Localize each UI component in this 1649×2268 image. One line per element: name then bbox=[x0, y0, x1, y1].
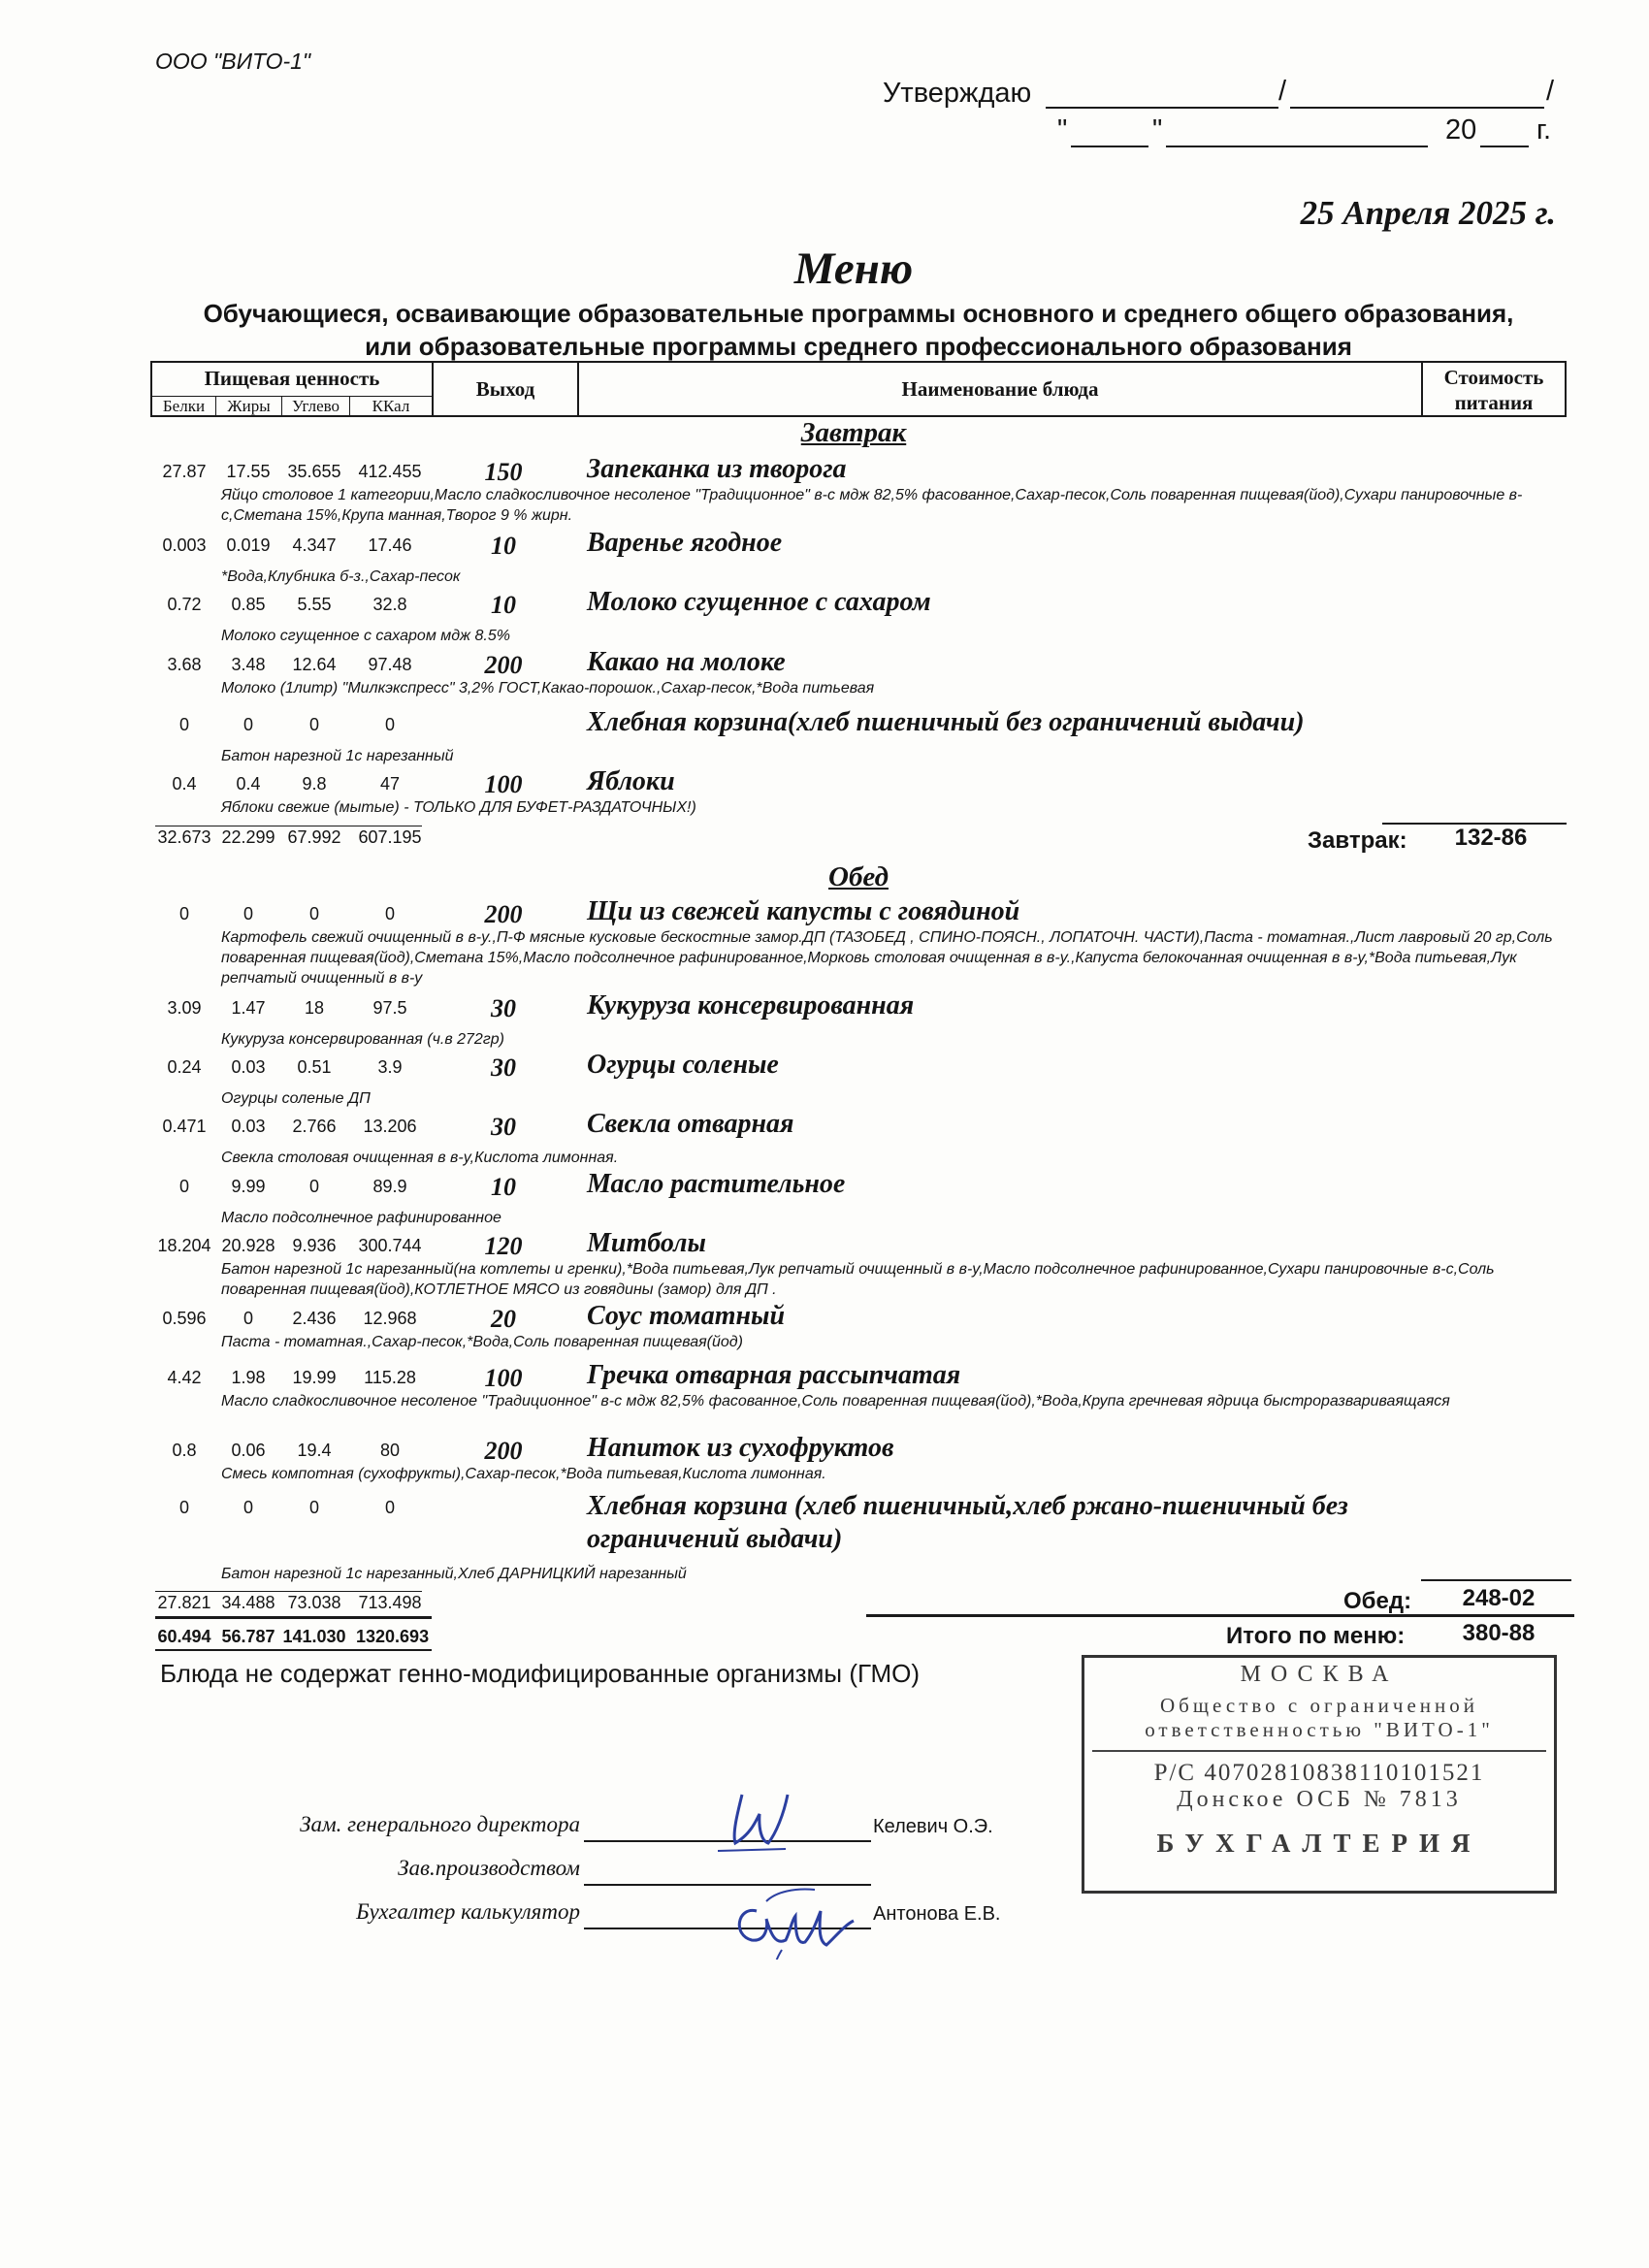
col-protein: Белки bbox=[152, 396, 216, 417]
nutrition-c: 0 bbox=[308, 715, 319, 734]
nutrition-b: 0.471 bbox=[162, 1117, 207, 1136]
dish-ingredients: Яблоки свежие (мытые) - ТОЛЬКО ДЛЯ БУФЕТ-РАЗДАТОЧНЫХ!) bbox=[221, 799, 696, 816]
dish-ingredients: Молоко (1литр) "Милкэкспресс" 3,2% ГОСТ,Какао-порошок.,Сахар-песок,*Вода питьевая bbox=[221, 680, 875, 697]
nutrition-k: 412.455 bbox=[358, 462, 422, 481]
nutrition-c: 5.55 bbox=[297, 595, 332, 614]
nutrition-f: 0 bbox=[242, 1498, 253, 1517]
nutrition-b: 4.42 bbox=[167, 1368, 202, 1387]
dish-yield: 100 bbox=[484, 770, 523, 798]
dish-name: Хлебная корзина (хлеб пшеничный,хлеб ржано-пшеничный без ограничений выдачи) bbox=[587, 1491, 1348, 1554]
dish-name: Кукуруза консервированная bbox=[587, 990, 915, 1021]
nutrition-k: 13.206 bbox=[363, 1117, 417, 1136]
stamp-department: БУХГАЛТЕРИЯ bbox=[1156, 1829, 1482, 1858]
nutrition-f: 0 bbox=[242, 715, 253, 734]
dish-name: Митболы bbox=[587, 1228, 706, 1258]
dish-ingredients: Картофель свежий очищенный в в-у.,П-Ф мясные кусковые бескостные замор.ДП (ТАЗОБЕД , СПИНО-ПОЯСН., ЛОПАТОЧН. ЧАСТИ),Паста - томатная.,Лист лавровый 20 гр,Соль поваренная пищевая(йод),Сметана 15%,Масло подсолнечное рафинированное,Морковь столовая очищенная в в-у.,Капуста белокочанная очищенная в в-у,*Вода питьевая,Лук репчатый очищенный в в-у bbox=[221, 929, 1553, 987]
nutrition-b: 0.8 bbox=[172, 1441, 197, 1460]
lunch-sum-label: Обед: bbox=[1343, 1588, 1412, 1614]
nutrition-k: 32.8 bbox=[372, 595, 407, 614]
nutrition-c: 19.99 bbox=[292, 1368, 337, 1387]
dish-ingredients: *Вода,Клубника б-з.,Сахар-песок bbox=[221, 568, 461, 585]
nutrition-c: 0 bbox=[308, 904, 319, 923]
dish-name: Соус томатный bbox=[587, 1301, 786, 1331]
nutrition-c: 0.51 bbox=[297, 1057, 332, 1077]
nutrition-c: 9.8 bbox=[302, 774, 327, 794]
nutrition-c: 2.436 bbox=[292, 1309, 337, 1328]
handwritten-signatures bbox=[698, 1766, 873, 1960]
dish-name: Яблоки bbox=[587, 766, 675, 796]
dish-name: Молоко сгущенное с сахаром bbox=[587, 587, 931, 617]
lunch-section-title: Обед bbox=[828, 861, 889, 892]
table-header bbox=[150, 361, 1567, 417]
signature-role-2: Зав.производством bbox=[398, 1856, 580, 1880]
slash-2: / bbox=[1546, 76, 1555, 107]
grand-total-value: 380-88 bbox=[1462, 1620, 1536, 1646]
nutrition-c: 12.64 bbox=[292, 655, 337, 674]
dish-name: Запеканка из творога bbox=[587, 454, 847, 484]
dish-yield: 30 bbox=[491, 1113, 516, 1141]
nutrition-c: 0 bbox=[308, 1498, 319, 1517]
nutrition-b: 0.24 bbox=[167, 1057, 202, 1077]
dish-name: Напиток из сухофруктов bbox=[587, 1433, 894, 1463]
nutrition-c: 18 bbox=[304, 998, 325, 1018]
nutrition-b: 27.87 bbox=[162, 462, 207, 481]
dish-yield: 120 bbox=[484, 1232, 523, 1260]
lunch-sum-value: 248-02 bbox=[1462, 1585, 1536, 1611]
slash-1: / bbox=[1278, 76, 1287, 107]
nutrition-f: 3.48 bbox=[231, 655, 266, 674]
grand-total-label: Итого по меню: bbox=[1226, 1623, 1406, 1649]
nutrition-f: 0.4 bbox=[236, 774, 261, 794]
dish-name: Огурцы соленые bbox=[587, 1050, 779, 1080]
nutrition-k: 115.28 bbox=[364, 1368, 416, 1387]
organization-name: ООО "ВИТО-1" bbox=[155, 49, 311, 74]
dish-yield: 10 bbox=[491, 591, 516, 619]
nutrition-c: 2.766 bbox=[292, 1117, 337, 1136]
stamp-line2: ответственностью "ВИТО-1" bbox=[1145, 1718, 1494, 1741]
nutrition-b: 0 bbox=[178, 715, 189, 734]
dish-ingredients: Батон нарезной 1с нарезанный(на котлеты и гренки),*Вода питьевая,Лук репчатый очищенный в в-у,Масло подсолнечное рафинированное,Сухари панировочные в-с,Соль поваренная пищевая(йод),КОТЛЕТНОЕ МЯСО из говядины (замор) для ДП . bbox=[221, 1261, 1495, 1298]
name-line bbox=[1290, 107, 1544, 109]
dish-name: Хлебная корзина(хлеб пшеничный без ограничений выдачи) bbox=[587, 707, 1305, 737]
nutrition-k: 12.968 bbox=[363, 1309, 417, 1328]
nutrition-b: 0 bbox=[178, 1177, 189, 1196]
stamp-account: Р/С 40702810838110101521 bbox=[1153, 1760, 1485, 1786]
yield-header: Выход bbox=[434, 363, 579, 415]
nutrition-b: 18.204 bbox=[157, 1236, 211, 1255]
nutrition-b: 3.09 bbox=[167, 998, 202, 1018]
nutrition-c: 0 bbox=[308, 1177, 319, 1196]
nutrition-b: 0 bbox=[178, 1498, 189, 1517]
nutrition-k: 0 bbox=[384, 1498, 395, 1517]
dish-ingredients: Паста - томатная.,Сахар-песок,*Вода,Соль поваренная пищевая(йод) bbox=[221, 1334, 743, 1350]
dish-name: Щи из свежей капусты с говядиной bbox=[587, 896, 1020, 926]
document-title: Меню bbox=[793, 243, 914, 294]
nutrition-k: 97.5 bbox=[372, 998, 407, 1018]
nutrition-header: Пищевая ценность Белки Жиры Углево ККал bbox=[152, 363, 434, 415]
accounting-stamp bbox=[1082, 1655, 1557, 1894]
nutrition-f: 9.99 bbox=[231, 1177, 266, 1196]
nutrition-f: 0 bbox=[242, 904, 253, 923]
dish-ingredients: Масло подсолнечное рафинированное bbox=[221, 1210, 501, 1226]
signature-name-1: Келевич О.Э. bbox=[873, 1816, 993, 1837]
nutrition-b: 0.72 bbox=[167, 595, 202, 614]
dish-yield: 20 bbox=[491, 1305, 516, 1333]
nutrition-c: 35.655 bbox=[287, 462, 341, 481]
signature-name-3: Антонова Е.В. bbox=[873, 1903, 1001, 1925]
dish-ingredients: Огурцы соленые ДП bbox=[221, 1090, 371, 1107]
nutrition-k: 47 bbox=[379, 774, 401, 794]
dish-yield: 30 bbox=[491, 1053, 516, 1082]
nutrition-k: 80 bbox=[379, 1441, 401, 1460]
dish-ingredients: Смесь компотная (сухофрукты),Сахар-песок,*Вода питьевая,Кислота лимонная. bbox=[221, 1466, 826, 1482]
dish-header: Наименование блюда bbox=[579, 363, 1423, 415]
dish-yield: 100 bbox=[484, 1364, 523, 1392]
nutrition-k: 0 bbox=[384, 904, 395, 923]
nutrition-k: 17.46 bbox=[368, 535, 412, 555]
nutrition-f: 0.019 bbox=[226, 535, 271, 555]
nutrition-k: 89.9 bbox=[372, 1177, 407, 1196]
nutrition-f: 0.03 bbox=[231, 1057, 266, 1077]
dish-name: Масло растительное bbox=[587, 1169, 846, 1199]
nutrition-c: 4.347 bbox=[292, 535, 337, 555]
dish-ingredients: Батон нарезной 1с нарезанный bbox=[221, 748, 454, 764]
nutrition-k: 97.48 bbox=[368, 655, 412, 674]
breakfast-section-title: Завтрак bbox=[800, 417, 907, 448]
document-date: 25 Апреля 2025 г. bbox=[1300, 194, 1556, 232]
signature-line bbox=[1046, 107, 1278, 109]
signature-role-3: Бухгалтер калькулятор bbox=[356, 1899, 580, 1924]
nutrition-f: 0.03 bbox=[231, 1117, 266, 1136]
approval-label: Утверждаю bbox=[883, 78, 1032, 109]
nutrition-k: 300.744 bbox=[358, 1236, 422, 1255]
dish-ingredients: Масло сладкосливочное несоленое "Традиционное" в-с мдж 82,5% фасованное,Соль поваренная пищевая(йод),*Вода,Крупа гречневая ядрица быстроразвариваящаяся bbox=[221, 1393, 1450, 1409]
document-subtitle: Обучающиеся, осваивающие образовательные программы основного и среднего общего образования, или образовательные программы среднего профессионального образования bbox=[203, 299, 1514, 361]
stamp-bank: Донское ОСБ № 7813 bbox=[1177, 1787, 1462, 1812]
nutrition-b: 3.68 bbox=[167, 655, 202, 674]
dish-yield: 200 bbox=[484, 651, 523, 679]
nutrition-k: 0 bbox=[384, 715, 395, 734]
stamp-city: МОСКВА bbox=[1240, 1662, 1399, 1687]
nutrition-k: 3.9 bbox=[377, 1057, 403, 1077]
nutrition-f: 0.06 bbox=[231, 1441, 266, 1460]
col-fat: Жиры bbox=[216, 396, 282, 417]
nutrition-b: 0.4 bbox=[172, 774, 197, 794]
dish-name: Какао на молоке bbox=[587, 647, 786, 677]
breakfast-sum-label: Завтрак: bbox=[1308, 827, 1407, 854]
nutrition-f: 0.85 bbox=[231, 595, 266, 614]
dish-yield: 10 bbox=[491, 532, 516, 560]
stamp-line1: Общество с ограниченной bbox=[1160, 1694, 1478, 1717]
signature-role-1: Зам. генерального директора bbox=[300, 1812, 580, 1836]
dish-ingredients: Батон нарезной 1с нарезанный,Хлеб ДАРНИЦКИЙ нарезанный bbox=[221, 1566, 687, 1582]
dish-yield: 30 bbox=[491, 994, 516, 1022]
nutrition-b: 0.596 bbox=[162, 1309, 207, 1328]
nutrition-b: 0.003 bbox=[162, 535, 207, 555]
gmo-note: Блюда не содержат генно-модифицированные организмы (ГМО) bbox=[160, 1659, 920, 1688]
nutrition-f: 0 bbox=[242, 1309, 253, 1328]
dish-ingredients: Кукуруза консервированная (ч.в 272гр) bbox=[221, 1031, 504, 1048]
nutrition-f: 17.55 bbox=[226, 462, 271, 481]
dish-ingredients: Яйцо столовое 1 категории,Масло сладкосливочное несоленое "Традиционное" в-с мдж 82,5% фасованное,Сахар-песок,Соль поваренная пищевая(йод),Сухари панировочные в-с,Сметана 15%,Крупа манная,Творог 9 % жирн. bbox=[221, 487, 1523, 524]
dish-yield: 200 bbox=[484, 1437, 523, 1465]
dish-name: Свекла отварная bbox=[587, 1109, 794, 1139]
breakfast-sum-value: 132-86 bbox=[1454, 825, 1528, 851]
nutrition-f: 20.928 bbox=[221, 1236, 275, 1255]
dish-ingredients: Молоко сгущенное с сахаром мдж 8.5% bbox=[221, 628, 510, 644]
cost-header: Стоимость питания bbox=[1443, 366, 1544, 414]
nutrition-b: 0 bbox=[178, 904, 189, 923]
nutrition-c: 19.4 bbox=[297, 1441, 332, 1460]
col-kcal: ККал bbox=[350, 396, 432, 417]
nutrition-f: 1.47 bbox=[231, 998, 266, 1018]
dish-yield: 10 bbox=[491, 1173, 516, 1201]
dish-yield: 150 bbox=[484, 458, 523, 486]
nutrition-c: 9.936 bbox=[292, 1236, 337, 1255]
col-carbs: Углево bbox=[282, 396, 350, 417]
dish-ingredients: Свекла столовая очищенная в в-у,Кислота лимонная. bbox=[221, 1150, 619, 1166]
dish-name: Варенье ягодное bbox=[587, 528, 783, 558]
dish-name: Гречка отварная рассыпчатая bbox=[587, 1360, 961, 1390]
dish-yield: 200 bbox=[484, 900, 523, 928]
nutrition-f: 1.98 bbox=[231, 1368, 266, 1387]
